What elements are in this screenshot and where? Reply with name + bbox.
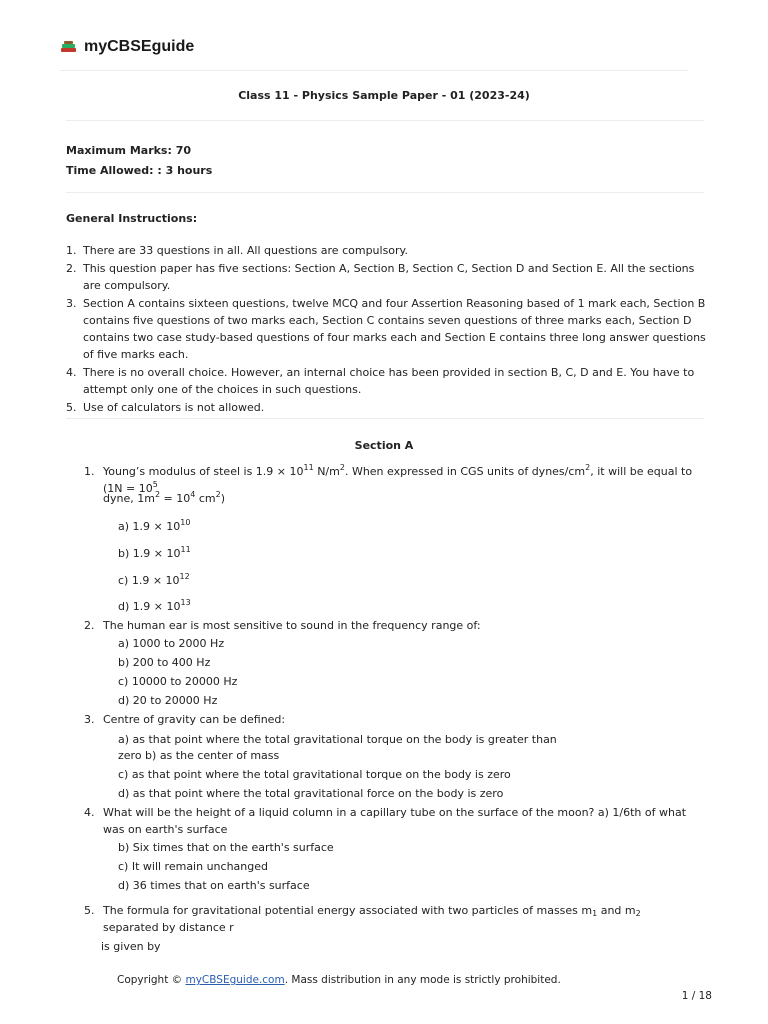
option-b: b) Six times that on the earth's surface: [118, 841, 334, 854]
question-text: What will be the height of a liquid column in a capillary tube on the surface of the moon? a) 1/6th of what was on earth's surface: [103, 806, 687, 836]
question-4: [84, 804, 694, 838]
meta-divider: [66, 192, 704, 193]
question-text: Young’s modulus of steel is $1.9 \times 10^{11}$ $N/m^2$. When expressed in CGS units of dynes/$cm^2$, it will be equal to ($1N = 10^5$: [103, 463, 693, 495]
question-5: [84, 902, 689, 936]
option-b: zero b) as the center of mass: [118, 749, 280, 762]
brand-logo[interactable]: [60, 38, 194, 56]
header-divider: [60, 70, 688, 71]
option-d: d) 20 to 20000 Hz: [118, 694, 218, 707]
mycbseguide-link[interactable]: myCBSEguide.com: [185, 974, 285, 986]
instruction-item: 1. There are 33 questions in all. All questions are compulsory.: [66, 244, 408, 257]
paper-meta: [66, 141, 212, 181]
question-text: dyne, $1m^2 = 10^4$ $cm^2$): [103, 490, 226, 505]
question-5-continued: is given by: [101, 940, 161, 953]
option-a: a) 1000 to 2000 Hz: [118, 637, 225, 650]
question-2: [84, 617, 704, 634]
question-3: [84, 711, 704, 728]
option-c: c) $1.9 \times 10^{12}$: [118, 572, 190, 587]
page-number: 1 / 18: [681, 990, 712, 1002]
question-number: 4.: [84, 806, 95, 819]
section-a-heading: Section A: [354, 439, 414, 452]
paper-title: Class 11 - Physics Sample Paper - 01 (2023-24): [238, 89, 530, 102]
question-text: The formula for gravitational potential energy associated with two particles of masses $m_1$ and $m_2$ separated by distance r: [103, 904, 641, 934]
question-text: The human ear is most sensitive to sound in the frequency range of:: [103, 619, 481, 632]
time-allowed: Time Allowed: : 3 hours: [66, 164, 213, 177]
option-c: c) as that point where the total gravitational torque on the body is zero: [118, 768, 511, 781]
maximum-marks: Maximum Marks: 70: [66, 144, 192, 157]
brand-name: myCBSEguide: [84, 38, 195, 55]
instruction-item: 2. This question paper has five sections: Section A, Section B, Section C, Section D and Section E. All the sections are compulsory.: [66, 262, 695, 292]
option-d: d) 36 times that on earth's surface: [118, 879, 310, 892]
option-d: d) as that point where the total gravitational force on the body is zero: [118, 787, 504, 800]
question-text: Centre of gravity can be defined:: [103, 713, 286, 726]
option-b: b) 200 to 400 Hz: [118, 656, 211, 669]
copyright-footer: Copyright © myCBSEguide.com. Mass distribution in any mode is strictly prohibited.: [117, 974, 561, 986]
option-a: a) $1.9 \times 10^{10}$: [118, 518, 191, 533]
option-c: c) It will remain unchanged: [118, 860, 268, 873]
instruction-item: 4. There is no overall choice. However, an internal choice has been provided in section B, C, D and E. You have to attempt only one of the choices in such questions.: [66, 366, 695, 396]
question-number: 1.: [84, 465, 95, 478]
instruction-item: 5. Use of calculators is not allowed.: [66, 401, 265, 414]
instructions-divider: [66, 418, 704, 419]
option-d: d) $1.9 \times 10^{13}$: [118, 598, 191, 613]
option-a: a) as that point where the total gravitational torque on the body is greater than: [118, 733, 557, 746]
title-divider: [66, 120, 704, 121]
general-instructions-heading: General Instructions:: [66, 212, 198, 225]
question-1-continued: [84, 490, 704, 507]
general-instructions-list: [66, 242, 706, 417]
question-number: 3.: [84, 713, 95, 726]
instruction-item: 3. Section A contains sixteen questions, twelve MCQ and four Assertion Reasoning based of 1 mark each, Section B contains five questions of two marks each, Section C contains seven questions of three marks each, Section D contains two case study-based questions of four marks each and Section E contains three long answer questions of five marks each.: [66, 297, 706, 361]
question-number: 5.: [84, 904, 95, 917]
option-c: c) 10000 to 20000 Hz: [118, 675, 238, 688]
option-b: b) $1.9 \times 10^{11}$: [118, 545, 191, 560]
book-stack-icon: [60, 40, 78, 54]
question-number: 2.: [84, 619, 95, 632]
